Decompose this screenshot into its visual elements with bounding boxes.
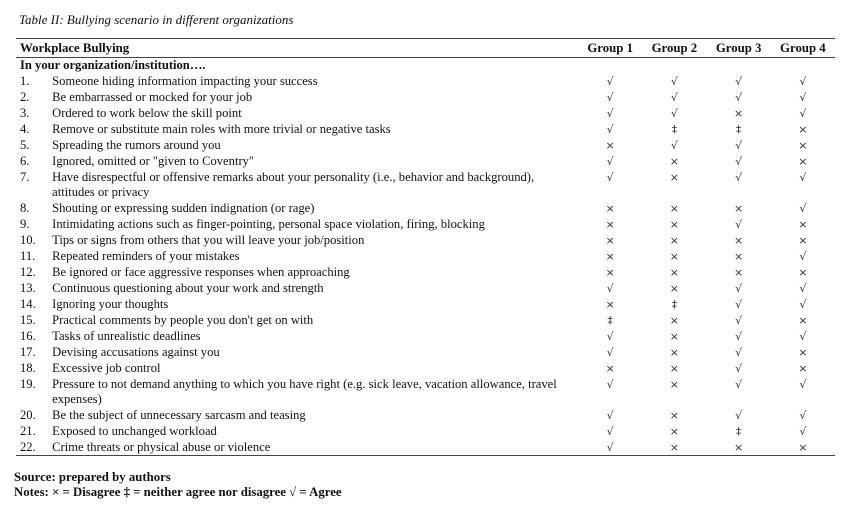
- row-number: 13.: [20, 281, 36, 295]
- row-statement: Pressure to not demand anything to which you have right (e.g. sick leave, vacation allowance, travel expenses): [52, 377, 557, 406]
- group-2-mark: √: [670, 91, 678, 104]
- row-statement: Remove or substitute main roles with more trivial or negative tasks: [52, 122, 391, 136]
- row-statement: Crime threats or physical abuse or violence: [52, 439, 578, 456]
- column-header-group-1: Group 1: [578, 39, 642, 58]
- group-2-mark: ‡: [671, 298, 678, 311]
- group-1-mark: ×: [605, 202, 615, 215]
- row-number: 3.: [20, 106, 30, 120]
- group-1-mark: √: [606, 75, 614, 88]
- group-1-mark: ‡: [607, 314, 613, 327]
- table-row: [16, 200, 835, 216]
- table-row: [16, 169, 835, 200]
- group-1-mark: √: [606, 155, 614, 168]
- group-3-mark: ×: [734, 266, 744, 279]
- row-statement: Continuous questioning about your work and strength: [52, 281, 324, 295]
- group-3-mark: √: [735, 314, 743, 327]
- table-caption: Table II: Bullying scenario in different organizations: [19, 12, 294, 27]
- group-3-mark: ×: [734, 202, 744, 215]
- group-1-mark: √: [606, 346, 614, 359]
- group-4-mark: √: [799, 202, 807, 215]
- intro-text: In your organization/institution….: [20, 58, 206, 72]
- group-3-mark: √: [735, 282, 743, 295]
- row-statement: Ignored, omitted or "given to Coventry": [52, 154, 255, 168]
- group-3-mark: ×: [734, 107, 744, 120]
- row-statement: Exposed to unchanged workload: [52, 424, 217, 438]
- group-4-mark: √: [799, 91, 807, 104]
- table-row: [16, 439, 835, 456]
- row-number: 9.: [20, 217, 30, 231]
- group-1-mark: √: [606, 282, 614, 295]
- group-3-mark: √: [735, 378, 743, 391]
- table-row: [16, 312, 835, 328]
- row-statement: Tasks of unrealistic deadlines: [52, 329, 201, 343]
- row-number: 19.: [20, 377, 36, 391]
- group-2-mark: ×: [669, 234, 679, 247]
- header-row: [16, 39, 835, 58]
- table-row: [16, 248, 835, 264]
- group-3-mark: √: [735, 155, 743, 168]
- table-row: [16, 423, 835, 439]
- group-4-mark: ×: [798, 314, 808, 327]
- row-number: 4.: [20, 122, 30, 136]
- group-4-mark: ×: [798, 234, 808, 247]
- row-number: 7.: [20, 170, 30, 184]
- group-3-mark: √: [735, 362, 743, 375]
- group-4-mark: √: [799, 409, 807, 422]
- row-statement: Excessive job control: [52, 361, 161, 375]
- group-2-mark: ×: [669, 218, 679, 231]
- table-row: [16, 216, 835, 232]
- column-header-group-3: Group 3: [707, 39, 771, 58]
- legend-note: Notes: × = Disagree ‡ = neither agree nor disagree √ = Agree: [14, 485, 342, 499]
- column-header-group-4: Group 4: [771, 39, 835, 58]
- group-4-mark: √: [799, 378, 807, 391]
- row-number: 21.: [20, 424, 36, 438]
- group-1-mark: √: [606, 107, 614, 120]
- group-2-mark: ×: [669, 314, 679, 327]
- row-number: 22.: [16, 439, 52, 456]
- group-2-mark: √: [670, 139, 678, 152]
- group-4-mark: √: [799, 250, 807, 263]
- row-statement: Ignoring your thoughts: [52, 297, 169, 311]
- row-number: 11.: [20, 249, 36, 263]
- group-4-mark: √: [799, 75, 807, 88]
- group-1-mark: ×: [605, 234, 615, 247]
- row-statement: Repeated reminders of your mistakes: [52, 249, 240, 263]
- group-1-mark: ×: [605, 266, 615, 279]
- group-1-mark: √: [606, 378, 614, 391]
- group-1-mark: ×: [605, 139, 615, 152]
- group-1-mark: √: [606, 409, 614, 422]
- group-4-mark: √: [799, 298, 807, 311]
- row-number: 14.: [20, 297, 36, 311]
- group-3-mark: ×: [734, 234, 744, 247]
- group-1-mark: √: [606, 171, 614, 184]
- group-2-mark: ×: [642, 439, 706, 456]
- group-2-mark: ×: [669, 171, 679, 184]
- table-row: [16, 344, 835, 360]
- table-row: [16, 376, 835, 407]
- group-4-mark: ×: [798, 218, 808, 231]
- table-row: [16, 296, 835, 312]
- group-2-mark: ×: [669, 155, 679, 168]
- group-1-mark: √: [606, 330, 614, 343]
- group-4-mark: ×: [798, 362, 808, 375]
- row-statement: Shouting or expressing sudden indignation (or rage): [52, 201, 315, 215]
- group-2-mark: ×: [669, 282, 679, 295]
- group-1-mark: ×: [605, 250, 615, 263]
- row-number: 17.: [20, 345, 36, 359]
- row-number: 20.: [20, 408, 36, 422]
- row-number: 5.: [20, 138, 30, 152]
- group-4-mark: √: [799, 107, 807, 120]
- group-1-mark: √: [606, 91, 614, 104]
- row-number: 1.: [20, 74, 30, 88]
- group-4-mark: ×: [798, 266, 808, 279]
- table-notes: [14, 470, 342, 500]
- table-row: [16, 264, 835, 280]
- group-1-mark: ×: [605, 298, 615, 311]
- row-statement: Intimidating actions such as finger-pointing, personal space violation, firing, blocking: [52, 217, 485, 231]
- group-3-mark: √: [735, 330, 743, 343]
- group-3-mark: √: [735, 298, 743, 311]
- row-statement: Practical comments by people you don't get on with: [52, 313, 314, 327]
- table-row: [16, 407, 835, 423]
- group-3-mark: √: [735, 91, 743, 104]
- row-statement: Ordered to work below the skill point: [52, 106, 242, 120]
- group-2-mark: ‡: [671, 123, 678, 136]
- group-2-mark: ×: [669, 378, 679, 391]
- group-2-mark: √: [670, 107, 678, 120]
- source-note: Source: prepared by authors: [14, 470, 171, 484]
- table-row: [16, 73, 835, 89]
- group-1-mark: √: [578, 439, 642, 456]
- row-number: 18.: [20, 361, 36, 375]
- group-2-mark: ×: [669, 202, 679, 215]
- group-2-mark: ×: [669, 330, 679, 343]
- row-number: 16.: [20, 329, 36, 343]
- group-2-mark: ×: [669, 250, 679, 263]
- column-header-group-2: Group 2: [642, 39, 706, 58]
- group-2-mark: ×: [669, 362, 679, 375]
- group-3-mark: ‡: [735, 425, 742, 438]
- intro-row: [16, 58, 835, 74]
- group-4-mark: ×: [798, 123, 808, 136]
- table-row: [16, 137, 835, 153]
- row-number: 10.: [20, 233, 36, 247]
- group-4-mark: ×: [798, 155, 808, 168]
- row-statement: Be the subject of unnecessary sarcasm and teasing: [52, 408, 306, 422]
- table-row: [16, 328, 835, 344]
- table-row: [16, 360, 835, 376]
- row-statement: Be embarrassed or mocked for your job: [52, 90, 253, 104]
- group-3-mark: √: [735, 346, 743, 359]
- group-1-mark: √: [606, 425, 614, 438]
- group-2-mark: ×: [669, 346, 679, 359]
- table-row: [16, 153, 835, 169]
- group-3-mark: √: [735, 218, 743, 231]
- row-number: 2.: [20, 90, 30, 104]
- group-3-mark: √: [735, 409, 743, 422]
- group-1-mark: ×: [605, 362, 615, 375]
- group-4-mark: ×: [798, 139, 808, 152]
- table-row: [16, 105, 835, 121]
- group-4-mark: √: [799, 425, 807, 438]
- row-number: 8.: [20, 201, 30, 215]
- row-statement: Spreading the rumors around you: [52, 138, 221, 152]
- column-header-workplace-bullying: Workplace Bullying: [16, 39, 578, 58]
- group-1-mark: √: [606, 123, 614, 136]
- group-3-mark: ‡: [735, 123, 742, 136]
- group-3-mark: ×: [707, 439, 771, 456]
- row-number: 12.: [20, 265, 36, 279]
- row-statement: Someone hiding information impacting your success: [52, 74, 318, 88]
- row-number: 6.: [20, 154, 30, 168]
- row-statement: Be ignored or face aggressive responses when approaching: [52, 265, 350, 279]
- group-2-mark: ×: [669, 425, 679, 438]
- table-row: [16, 121, 835, 137]
- group-4-mark: ×: [798, 346, 808, 359]
- row-statement: Tips or signs from others that you will leave your job/position: [52, 233, 365, 247]
- group-1-mark: ×: [605, 218, 615, 231]
- group-2-mark: √: [670, 75, 678, 88]
- group-4-mark: √: [799, 171, 807, 184]
- group-4-mark: √: [799, 282, 807, 295]
- row-statement: Have disrespectful or offensive remarks about your personality (i.e., behavior and background), attitudes or privacy: [52, 170, 535, 199]
- group-2-mark: ×: [669, 266, 679, 279]
- group-3-mark: √: [735, 139, 743, 152]
- row-number: 15.: [20, 313, 36, 327]
- table-row: [16, 89, 835, 105]
- group-4-mark: √: [799, 330, 807, 343]
- group-4-mark: ×: [771, 439, 835, 456]
- bullying-table: [16, 38, 835, 456]
- group-2-mark: ×: [669, 409, 679, 422]
- group-3-mark: √: [735, 75, 743, 88]
- row-statement: Devising accusations against you: [52, 345, 220, 359]
- table-row: [16, 232, 835, 248]
- table-row: [16, 280, 835, 296]
- group-3-mark: √: [735, 171, 743, 184]
- group-3-mark: ×: [734, 250, 744, 263]
